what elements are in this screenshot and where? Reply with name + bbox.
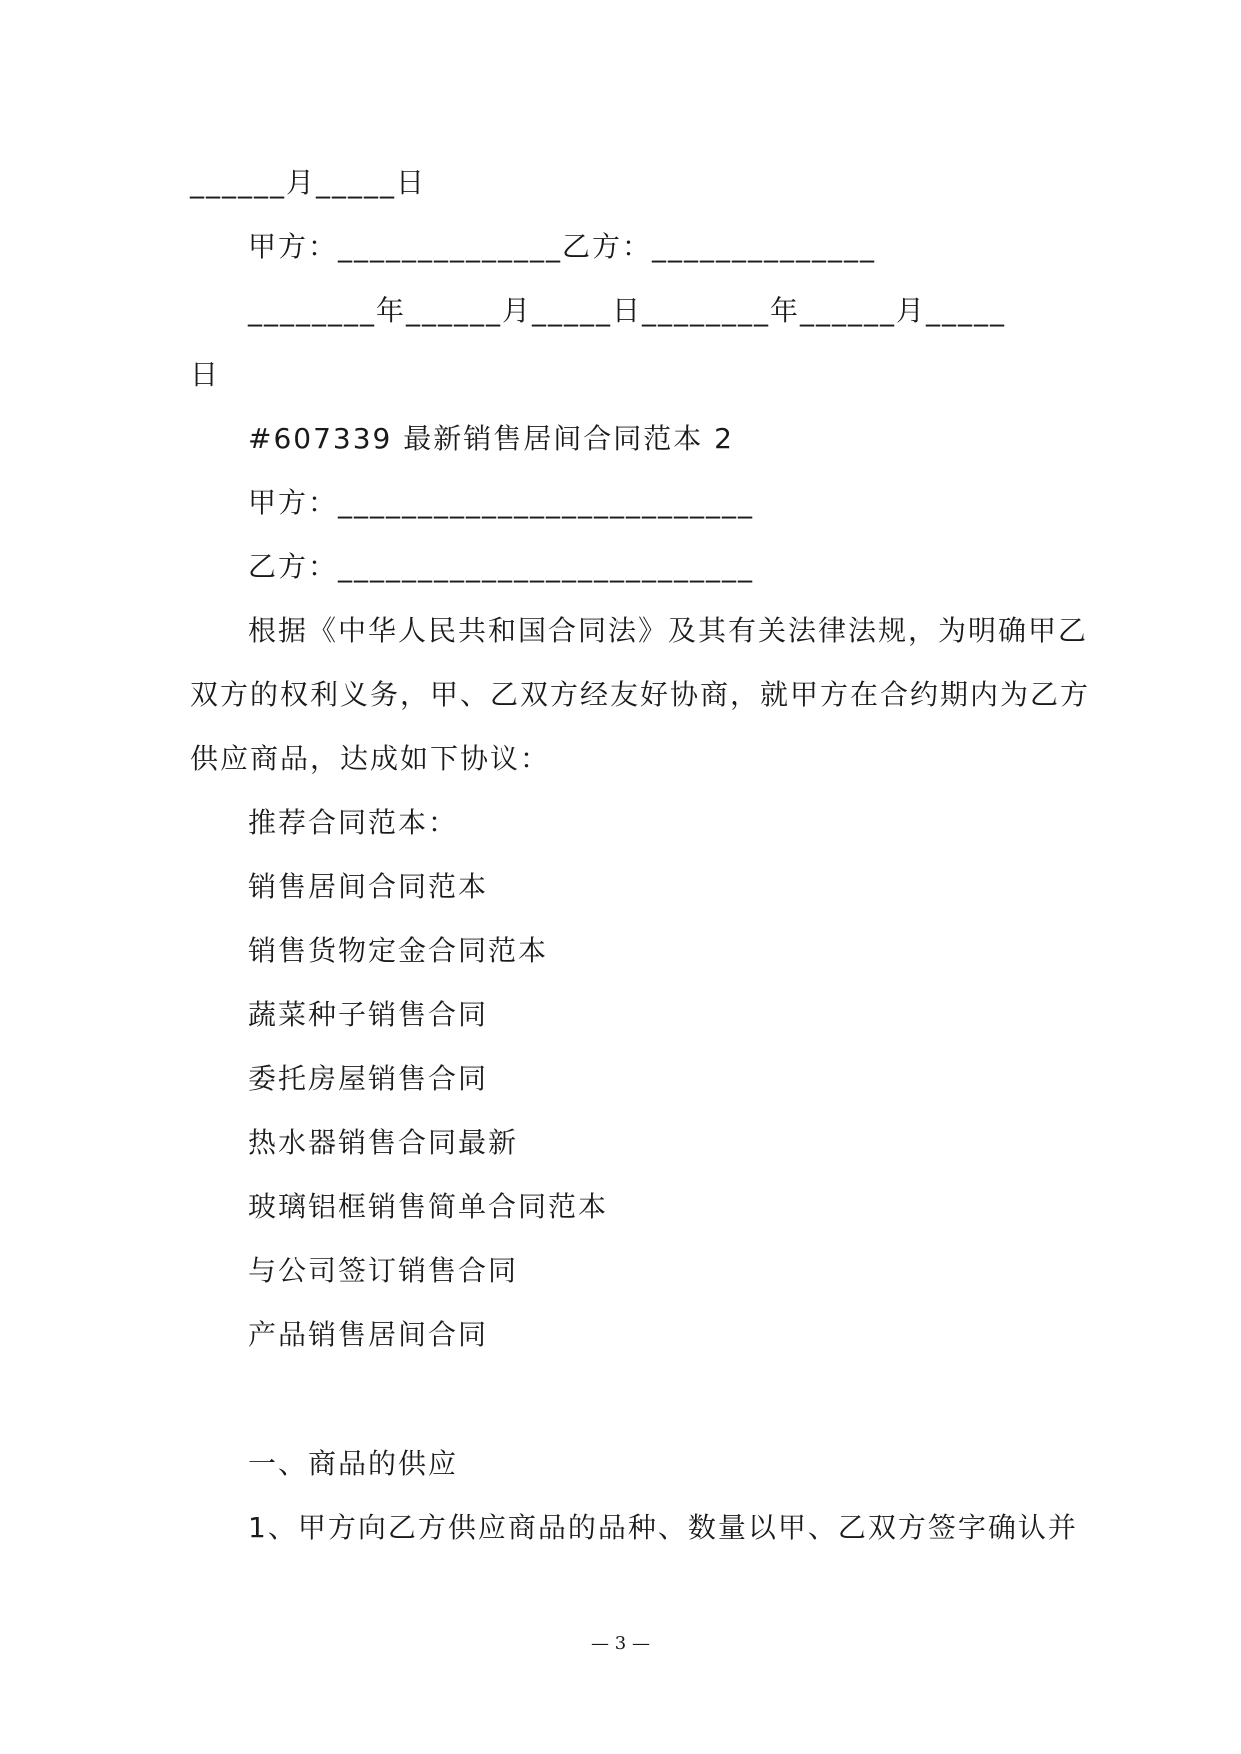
recommended-item: 热水器销售合同最新: [248, 1126, 519, 1159]
contract-heading: #607339 最新销售居间合同范本 2: [248, 422, 734, 455]
section-heading: 一、商品的供应: [248, 1447, 459, 1480]
signature-date-line-end: 日: [190, 358, 221, 391]
recommended-item: 销售货物定金合同范本: [248, 934, 549, 967]
recommended-templates-heading: 推荐合同范本：: [248, 806, 459, 839]
intro-paragraph-line: 供应商品，达成如下协议：: [190, 742, 551, 775]
clause-line: 1、甲方向乙方供应商品的品种、数量以甲、乙双方签字确认并: [248, 1511, 1078, 1544]
recommended-item: 与公司签订销售合同: [248, 1254, 519, 1287]
page-number: — 3 —: [591, 1633, 650, 1654]
recommended-item: 玻璃铝框销售简单合同范本: [248, 1190, 609, 1223]
date-line: ______月_____日: [190, 166, 427, 199]
party-b-line: 乙方：__________________________: [248, 550, 755, 583]
recommended-item: 委托房屋销售合同: [248, 1062, 489, 1095]
party-signature-line: 甲方：______________乙方：______________: [248, 230, 877, 263]
intro-paragraph-line: 根据《中华人民共和国合同法》及其有关法律法规，为明确甲乙: [248, 614, 1089, 647]
recommended-item: 蔬菜种子销售合同: [248, 998, 489, 1031]
recommended-item: 产品销售居间合同: [248, 1318, 489, 1351]
recommended-item: 销售居间合同范本: [248, 870, 489, 903]
signature-date-line: ________年______月_____日________年______月_____: [248, 294, 1007, 327]
party-a-line: 甲方：__________________________: [248, 486, 755, 519]
intro-paragraph-line: 双方的权利义务，甲、乙双方经友好协商，就甲方在合约期内为乙方: [190, 678, 1091, 711]
